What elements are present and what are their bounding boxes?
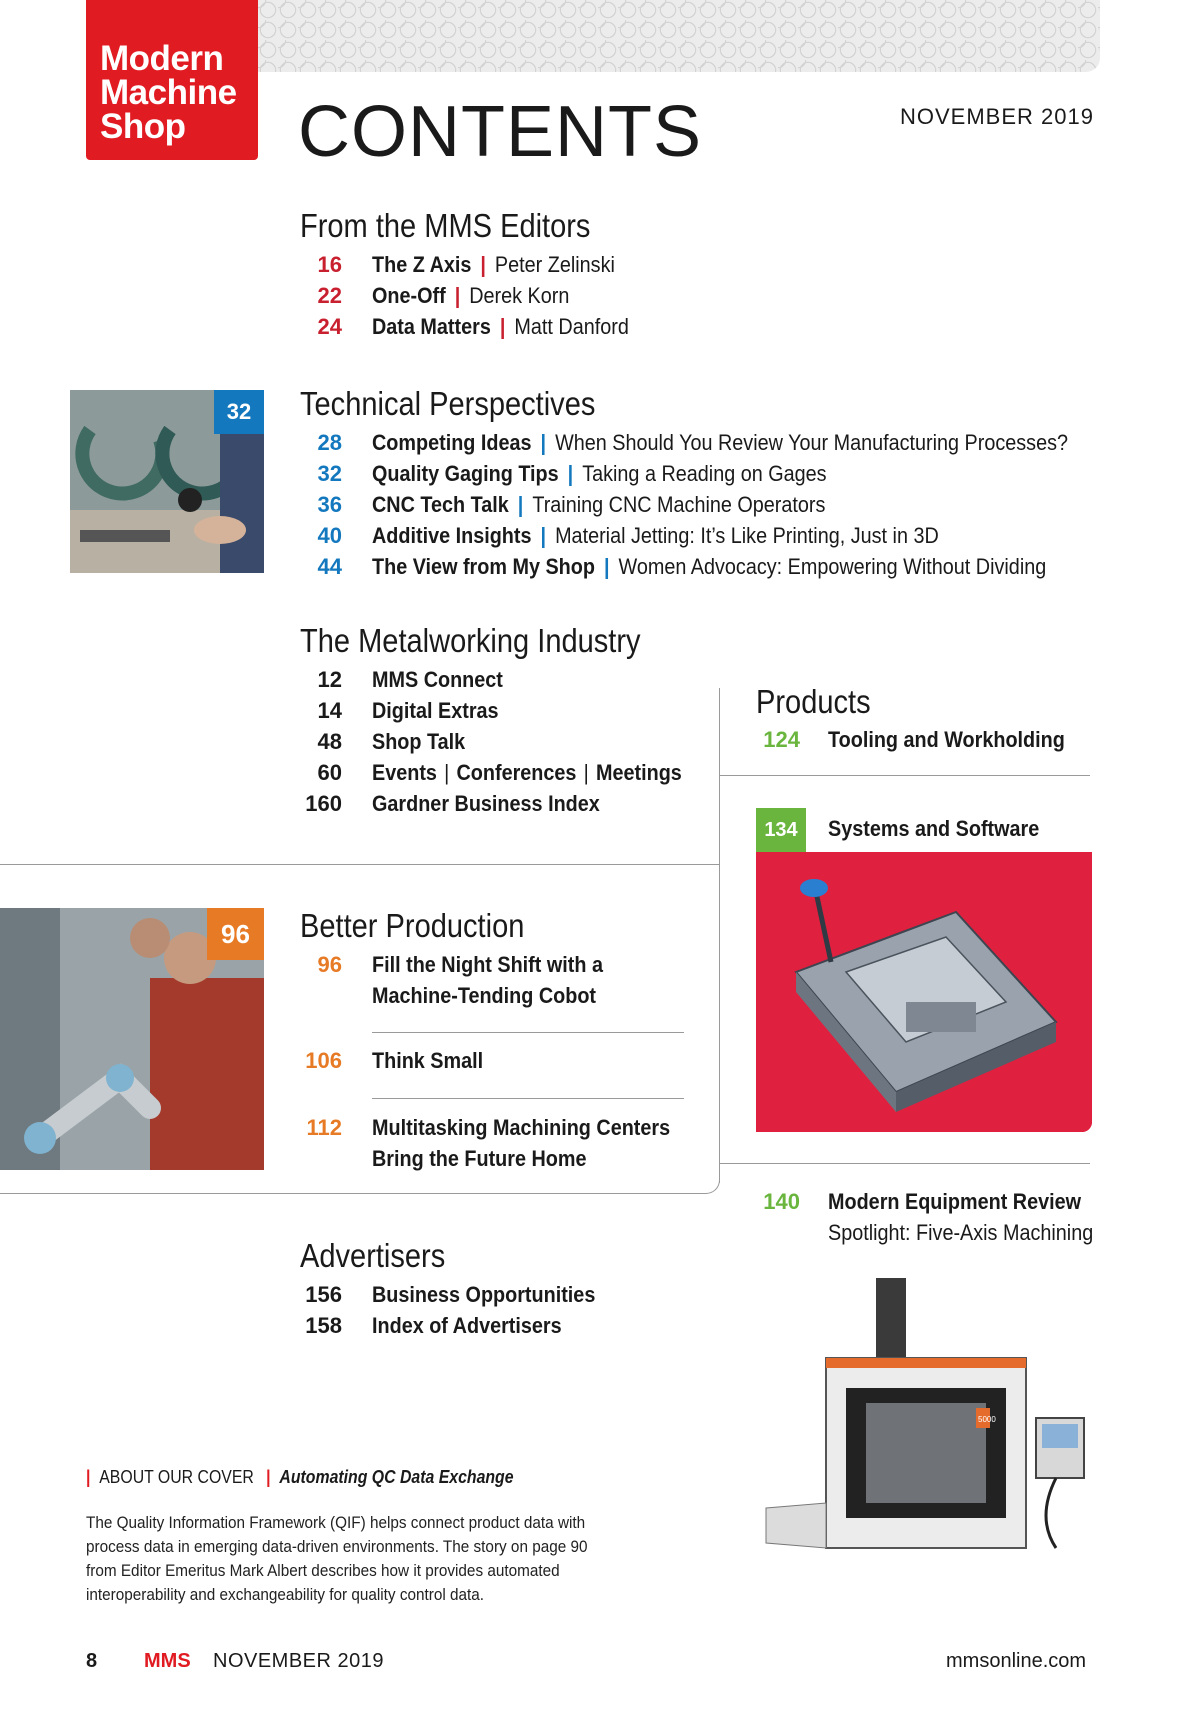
dept-name: The View from My Shop	[372, 554, 595, 579]
divider	[0, 1178, 720, 1194]
article-title: Material Jetting: It’s Like Printing, Just in 3D	[555, 523, 939, 548]
entry-label: Meetings	[595, 760, 682, 785]
entry-label: Events	[372, 760, 437, 785]
entry-label: Machine-Tending Cobot	[372, 983, 597, 1008]
page-number: 32	[317, 461, 342, 486]
dept-name: Data Matters	[372, 314, 491, 339]
article-title: Taking a Reading on Gages	[582, 461, 827, 486]
cad-part-illustration	[756, 852, 1092, 1132]
page-number: 14	[317, 698, 342, 723]
entry-label: Gardner Business Index	[372, 791, 600, 816]
cover-subtitle: Automating QC Data Exchange	[279, 1467, 514, 1487]
machine-label: 5000	[978, 1415, 996, 1424]
page-badge: 134	[756, 808, 806, 852]
footer-date: NOVEMBER 2019	[213, 1650, 385, 1672]
dept-name: Additive Insights	[372, 523, 532, 548]
entry-label: Fill the Night Shift with a	[372, 952, 603, 977]
author-name: Matt Danford	[514, 314, 629, 339]
page-number: 36	[317, 492, 342, 517]
page-title: CONTENTS	[298, 92, 702, 172]
cover-heading: | ABOUT OUR COVER | Automating QC Data Exchange	[86, 1467, 514, 1487]
section-title-technical: Technical Perspectives	[300, 385, 596, 422]
author-name: Peter Zelinski	[494, 252, 615, 277]
entry-label: Digital Extras	[372, 698, 499, 723]
section-title-editors: From the MMS Editors	[300, 207, 591, 244]
author-name: Derek Korn	[469, 283, 570, 308]
page-number: 44	[317, 554, 342, 579]
dept-name: Quality Gaging Tips	[372, 461, 559, 486]
divider	[720, 1163, 1090, 1164]
dept-name: The Z Axis	[372, 252, 472, 277]
page-number: 24	[317, 314, 342, 339]
entry-label: Bring the Future Home	[372, 1146, 587, 1171]
section-title-production: Better Production	[300, 907, 525, 944]
page-number: 106	[305, 1048, 342, 1073]
section-title-products: Products	[756, 683, 871, 720]
page-badge: 32	[214, 390, 264, 434]
section-title-industry: The Metalworking Industry	[300, 622, 641, 659]
issue-date: NOVEMBER 2019	[900, 104, 1094, 129]
entry-label: Business Opportunities	[372, 1282, 596, 1307]
divider	[720, 775, 1090, 776]
entry-label: Modern Equipment Review	[828, 1189, 1082, 1214]
page-number: 40	[317, 523, 342, 548]
page-number: 112	[306, 1115, 342, 1140]
page-number: 96	[317, 952, 342, 977]
entry-label: Tooling and Workholding	[828, 727, 1065, 752]
entry-subtitle: Spotlight: Five-Axis Machining	[828, 1220, 1094, 1245]
divider	[0, 864, 720, 865]
page-number: 156	[305, 1282, 342, 1307]
page-number: 28	[317, 430, 342, 455]
logo[interactable]	[86, 0, 258, 160]
software-image[interactable]	[756, 852, 1092, 1132]
page-number: 12	[317, 667, 342, 692]
page-number-footer: 8	[86, 1650, 98, 1672]
logo-line-3: Shop	[100, 107, 186, 146]
entry-label: Conferences	[456, 760, 577, 785]
article-title: When Should You Review Your Manufacturing Processes?	[555, 430, 1068, 455]
divider	[372, 1032, 684, 1033]
section-title-advertisers: Advertisers	[300, 1237, 446, 1274]
footer-brand: MMS	[144, 1650, 191, 1672]
page-number: 160	[305, 791, 342, 816]
page-number: 140	[763, 1189, 800, 1214]
column-divider	[719, 688, 720, 1183]
article-title: Training CNC Machine Operators	[532, 492, 826, 517]
entry-label: Shop Talk	[372, 729, 466, 754]
dept-name: Competing Ideas	[372, 430, 532, 455]
article-title: Women Advocacy: Empowering Without Dividing	[618, 554, 1047, 579]
divider	[372, 1098, 684, 1099]
cover-description: The Quality Information Framework (QIF) helps connect product data with process data in emerging data-driven environments. The story on page 90 from Editor Emeritus Mark Albert describes how it provides automated interoperability and exchangeability for quality control data.	[86, 1513, 588, 1604]
five-axis-machine-illustration	[756, 1278, 1100, 1558]
header-pattern	[258, 0, 1100, 72]
dept-name: One-Off	[372, 283, 446, 308]
page-number: 22	[317, 283, 342, 308]
logo-line-2: Machine	[100, 73, 237, 112]
logo-line-1: Modern	[100, 39, 224, 78]
entry-label: Systems and Software	[828, 816, 1040, 841]
entry-label: Index of Advertisers	[372, 1313, 562, 1338]
entry-label: Multitasking Machining Centers	[372, 1115, 671, 1140]
entry-label: MMS Connect	[372, 667, 503, 692]
machine-image[interactable]	[756, 1278, 1100, 1558]
dept-name: CNC Tech Talk	[372, 492, 509, 517]
page-number: 124	[763, 727, 800, 752]
footer-url[interactable]: mmsonline.com	[946, 1650, 1087, 1672]
page-number: 48	[317, 729, 342, 754]
entry-label: Think Small	[372, 1048, 484, 1073]
page-badge: 96	[207, 908, 264, 960]
page-number: 158	[305, 1313, 342, 1338]
page-number: 16	[317, 252, 342, 277]
page-number: 60	[317, 760, 342, 785]
cover-label: ABOUT OUR COVER	[99, 1467, 254, 1487]
